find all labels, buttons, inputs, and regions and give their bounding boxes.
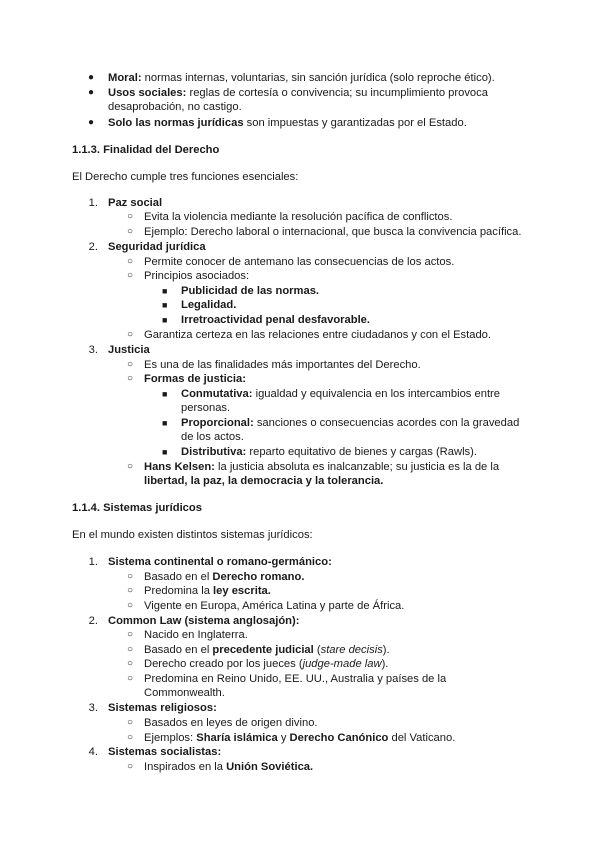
sub-item-formas: Formas de justicia:: [144, 373, 246, 385]
list-number: 3.: [88, 702, 98, 714]
section-intro-finalidad: El Derecho cumple tres funciones esenciales:: [72, 171, 299, 183]
justice-form-conmutativa: Conmutativa: igualdad y equivalencia en los intercambios entre: [181, 388, 501, 400]
bullet-circle-icon: ○: [127, 256, 134, 267]
bullet-circle-icon: ○: [127, 658, 134, 669]
bullet-disc-icon: ●: [88, 72, 95, 83]
principle-item: Irretroactividad penal desfavorable.: [181, 314, 371, 326]
list-number: 2.: [88, 615, 98, 627]
intro-bullet-solo: Solo las normas jurídicas son impuestas y garantizadas por el Estado.: [108, 117, 467, 129]
bullet-square-icon: ■: [162, 418, 168, 428]
sub-item: Permite conocer de antemano las consecuencias de los actos.: [144, 256, 455, 268]
justice-form-distributiva: Distributiva: reparto equitativo de bienes y cargas (Rawls).: [181, 446, 477, 458]
bullet-circle-icon: ○: [127, 329, 134, 340]
bullet-circle-icon: ○: [127, 270, 134, 281]
section-heading-sistemas: 1.1.4. Sistemas jurídicos: [72, 502, 202, 514]
intro-bullet-moral: Moral: normas internas, voluntarias, sin sanción jurídica (solo reproche ético).: [108, 72, 495, 84]
bullet-circle-icon: ○: [127, 585, 134, 596]
bullet-disc-icon: ●: [88, 87, 95, 98]
bullet-circle-icon: ○: [127, 211, 134, 222]
justice-form-proporcional-cont: de los actos.: [181, 431, 244, 443]
sub-item: Predomina la ley escrita.: [144, 585, 271, 597]
bullet-circle-icon: ○: [127, 359, 134, 370]
sub-item-cont: Commonwealth.: [144, 687, 225, 699]
section-heading-finalidad: 1.1.3. Finalidad del Derecho: [72, 144, 220, 156]
sub-item: Basado en el precedente judicial (stare decisis).: [144, 644, 390, 656]
justice-form-proporcional: Proporcional: sanciones o consecuencias acordes con la gravedad: [181, 417, 520, 429]
sub-item: Inspirados en la Unión Soviética.: [144, 761, 314, 773]
list-number: 1.: [88, 556, 98, 568]
sub-item: Derecho creado por los jueces (judge-made law).: [144, 658, 389, 670]
bullet-circle-icon: ○: [127, 644, 134, 655]
item-title-paz-social: Paz social: [108, 197, 163, 209]
sub-item: Basado en el Derecho romano.: [144, 571, 305, 583]
sub-item: Basados en leyes de origen divino.: [144, 717, 318, 729]
sub-item-kelsen: Hans Kelsen: la justicia absoluta es inalcanzable; su justicia es la de la: [144, 461, 500, 473]
bullet-circle-icon: ○: [127, 717, 134, 728]
justice-form-conmutativa-cont: personas.: [181, 402, 231, 414]
bullet-circle-icon: ○: [127, 461, 134, 472]
bullet-circle-icon: ○: [127, 373, 134, 384]
bullet-circle-icon: ○: [127, 629, 134, 640]
item-title-common-law: Common Law (sistema anglosajón):: [108, 615, 300, 627]
bullet-square-icon: ■: [162, 286, 168, 296]
bullet-circle-icon: ○: [127, 673, 134, 684]
sub-item: Nacido en Inglaterra.: [144, 629, 248, 641]
sub-item-kelsen-cont: libertad, la paz, la democracia y la tolerancia.: [144, 475, 384, 487]
intro-bullet-usos-cont: desaprobación, no castigo.: [108, 101, 242, 113]
sub-item: Ejemplo: Derecho laboral o internacional, que busca la convivencia pacífica.: [144, 226, 522, 238]
item-title-seguridad: Seguridad jurídica: [108, 241, 206, 253]
list-number: 3.: [88, 344, 98, 356]
list-number: 1.: [88, 197, 98, 209]
item-title-continental: Sistema continental o romano-germánico:: [108, 556, 332, 568]
item-title-religiosos: Sistemas religiosos:: [108, 702, 217, 714]
bullet-circle-icon: ○: [127, 226, 134, 237]
sub-item: Vigente en Europa, América Latina y parte de África.: [144, 600, 405, 612]
bullet-square-icon: ■: [162, 447, 168, 457]
item-title-socialistas: Sistemas socialistas:: [108, 746, 222, 758]
intro-bullet-usos: Usos sociales: reglas de cortesía o convivencia; su incumplimiento provoca: [108, 87, 488, 99]
bullet-disc-icon: ●: [88, 117, 95, 128]
sub-item: Garantiza certeza en las relaciones entre ciudadanos y con el Estado.: [144, 329, 492, 341]
item-title-justicia: Justicia: [108, 344, 150, 356]
sub-item: Es una de las finalidades más importantes del Derecho.: [144, 359, 421, 371]
bullet-circle-icon: ○: [127, 761, 134, 772]
bullet-circle-icon: ○: [127, 732, 134, 743]
bullet-square-icon: ■: [162, 389, 168, 399]
principle-item: Publicidad de las normas.: [181, 285, 320, 297]
bullet-square-icon: ■: [162, 300, 168, 310]
principle-item: Legalidad.: [181, 299, 237, 311]
sub-item: Principios asociados:: [144, 270, 250, 282]
list-number: 4.: [88, 746, 98, 758]
bullet-circle-icon: ○: [127, 571, 134, 582]
sub-item: Evita la violencia mediante la resolución pacífica de conflictos.: [144, 211, 453, 223]
section-intro-sistemas: En el mundo existen distintos sistemas jurídicos:: [72, 529, 313, 541]
list-number: 2.: [88, 241, 98, 253]
sub-item: Predomina en Reino Unido, EE. UU., Australia y países de la: [144, 673, 447, 685]
bullet-circle-icon: ○: [127, 600, 134, 611]
bullet-square-icon: ■: [162, 315, 168, 325]
sub-item: Ejemplos: Sharía islámica y Derecho Canónico del Vaticano.: [144, 732, 456, 744]
